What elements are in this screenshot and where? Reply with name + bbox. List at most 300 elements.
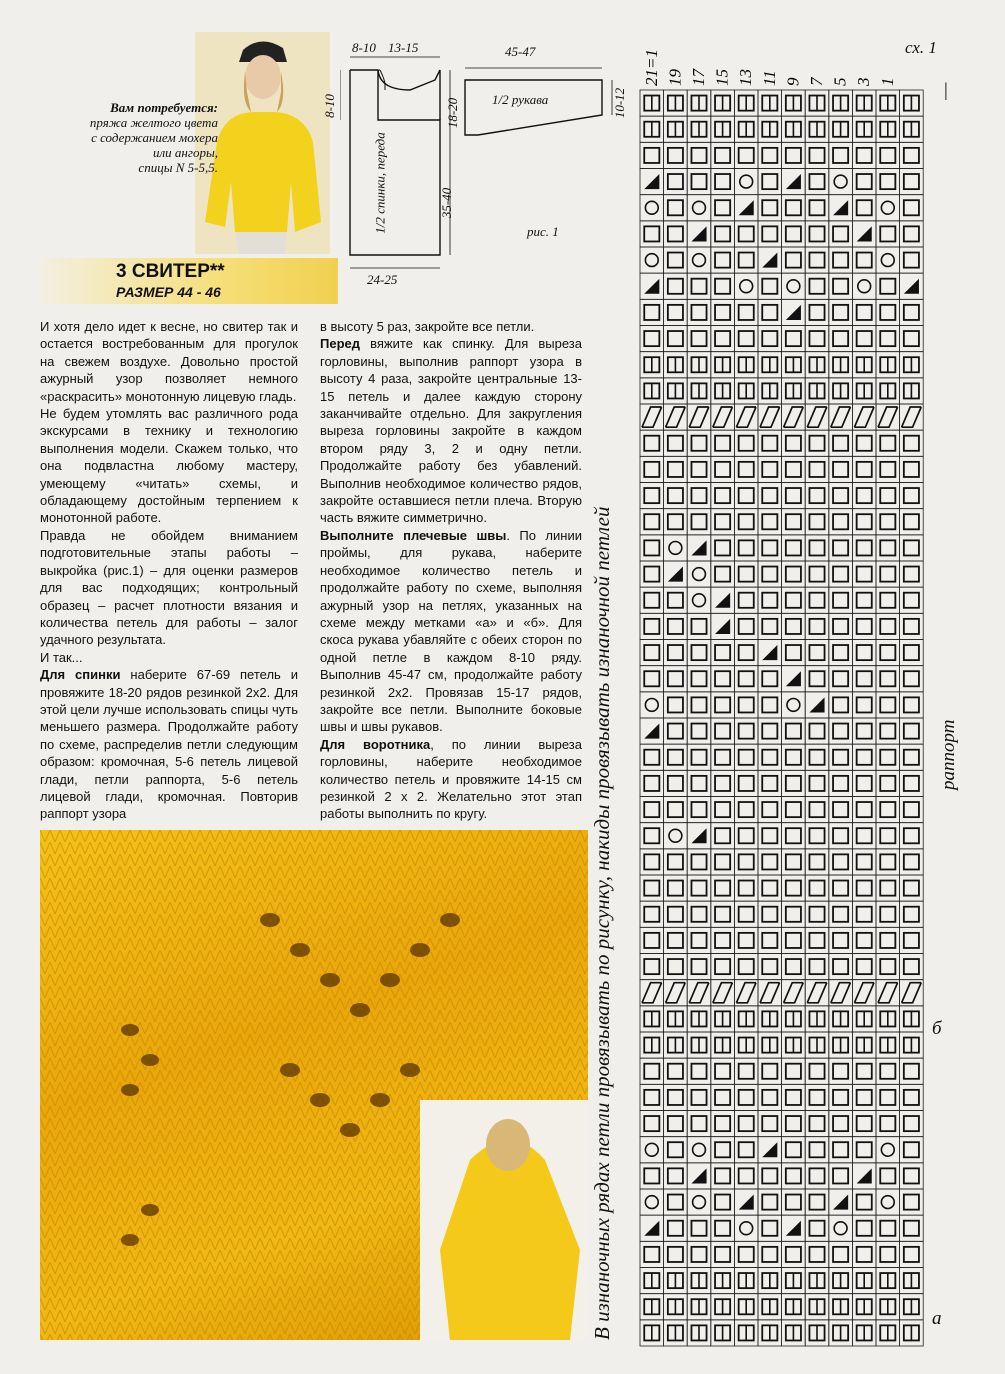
chart-cell <box>640 404 664 430</box>
decrease-symbol <box>857 1168 872 1183</box>
knit-stitch-symbol <box>739 750 754 765</box>
knit-stitch-symbol <box>833 305 848 320</box>
knit-stitch-symbol <box>739 724 754 739</box>
knit-stitch-symbol <box>904 776 919 791</box>
knit-stitch-symbol <box>762 1168 777 1183</box>
knit-stitch-symbol <box>857 514 872 529</box>
knit-stitch-symbol <box>644 1064 659 1079</box>
text-column-1 <box>40 318 298 823</box>
knit-stitch-symbol <box>715 462 730 477</box>
knit-stitch-symbol <box>715 697 730 712</box>
knit-stitch-symbol <box>691 854 706 869</box>
yarn-over-symbol <box>669 829 682 842</box>
knit-stitch-symbol <box>880 854 895 869</box>
yarn-over-symbol <box>645 1143 658 1156</box>
dim-body-width: 24-25 <box>367 272 398 287</box>
knit-stitch-symbol <box>809 933 824 948</box>
materials-block <box>40 100 218 175</box>
knit-stitch-symbol <box>857 174 872 189</box>
knit-stitch-symbol <box>739 514 754 529</box>
knit-stitch-symbol <box>715 1064 730 1079</box>
knit-stitch-symbol <box>880 697 895 712</box>
cable-cross-symbol <box>760 983 780 1003</box>
knit-stitch-symbol <box>857 671 872 686</box>
knit-stitch-symbol <box>880 1221 895 1236</box>
decrease-symbol <box>786 1221 801 1236</box>
knit-stitch-symbol <box>668 305 683 320</box>
knit-stitch-symbol <box>880 802 895 817</box>
knit-stitch-symbol <box>691 305 706 320</box>
knit-stitch-symbol <box>786 540 801 555</box>
knit-stitch-symbol <box>857 436 872 451</box>
chart-cell <box>734 1215 758 1241</box>
knit-stitch-symbol <box>809 645 824 660</box>
knit-stitch-symbol <box>644 619 659 634</box>
column-number: 9 <box>783 77 803 86</box>
knit-stitch-symbol <box>857 1090 872 1105</box>
knit-stitch-symbol <box>762 462 777 477</box>
chart-cell <box>711 613 735 639</box>
marker-b: б <box>932 1018 942 1039</box>
knit-stitch-symbol <box>833 279 848 294</box>
knit-stitch-symbol <box>833 933 848 948</box>
knit-stitch-symbol <box>904 436 919 451</box>
knit-stitch-symbol <box>786 959 801 974</box>
cable-cross-symbol <box>831 983 851 1003</box>
chart-cell <box>687 1189 711 1215</box>
knit-stitch-symbol <box>668 593 683 608</box>
knit-stitch-symbol <box>904 174 919 189</box>
knit-stitch-symbol <box>833 1064 848 1079</box>
chart-cell <box>758 980 782 1006</box>
knit-stitch-symbol <box>786 148 801 163</box>
knit-stitch-symbol <box>762 567 777 582</box>
knit-stitch-symbol <box>691 959 706 974</box>
paragraph: И хотя дело идет к весне, но свитер так и остается востребованным для прогулок на свежем воздухе. Довольно простой ажурный узор позволяет немного «раскрасить» монотонную лицевую гладь. <box>40 319 298 404</box>
knit-stitch-symbol <box>691 1221 706 1236</box>
knit-stitch-symbol <box>644 226 659 241</box>
yarn-over-symbol <box>693 254 706 267</box>
knit-stitch-symbol <box>904 619 919 634</box>
knit-stitch-symbol <box>857 1116 872 1131</box>
chart-cell <box>734 169 758 195</box>
knit-stitch-symbol <box>644 645 659 660</box>
decrease-symbol <box>644 724 659 739</box>
knit-stitch-symbol <box>809 619 824 634</box>
knit-stitch-symbol <box>644 776 659 791</box>
paragraph-body: наберите 67-69 петель и провяжите 18-20 рядов резинкой 2х2. Для этой цели лучше использовать спицы чуть меньшего размера. Продолжайте работу по схеме, распределив петли следующим образом: кромочная, 5-6 петель лицевой глади, петли раппорта, 5-6 петель лицевой глади, кромочная. Повторив раппорт узора <box>40 667 298 822</box>
yarn-over-symbol <box>787 698 800 711</box>
knit-stitch-symbol <box>786 933 801 948</box>
cable-cross-symbol <box>854 407 874 427</box>
knit-stitch-symbol <box>786 253 801 268</box>
knit-stitch-symbol <box>762 593 777 608</box>
knit-stitch-symbol <box>880 881 895 896</box>
knit-stitch-symbol <box>786 593 801 608</box>
cable-cross-symbol <box>666 983 686 1003</box>
knit-stitch-symbol <box>904 1247 919 1262</box>
knit-stitch-symbol <box>691 645 706 660</box>
knit-stitch-symbol <box>715 645 730 660</box>
yarn-over-symbol <box>693 1196 706 1209</box>
knit-stitch-symbol <box>668 226 683 241</box>
decrease-symbol <box>833 1195 848 1210</box>
knit-stitch-symbol <box>715 1090 730 1105</box>
knit-stitch-symbol <box>668 802 683 817</box>
chart-cell <box>687 823 711 849</box>
chart-cell <box>687 404 711 430</box>
cable-cross-symbol <box>713 983 733 1003</box>
knit-stitch-symbol <box>762 1090 777 1105</box>
decrease-symbol <box>644 174 659 189</box>
knit-stitch-symbol <box>668 1090 683 1105</box>
knit-stitch-symbol <box>880 907 895 922</box>
knit-stitch-symbol <box>762 776 777 791</box>
decrease-symbol <box>739 200 754 215</box>
chart-cell <box>640 980 664 1006</box>
chart-cell <box>640 1189 664 1215</box>
knit-stitch-symbol <box>857 697 872 712</box>
paragraph-lead: Перед <box>320 336 360 352</box>
paragraph-body: . По линии проймы, для рукава, наберите необходимое количество петель и продолжайте работу по схеме, выполняя ажурный узор на петлях, указанных на схеме между метками «а» и «б». Для скоса рукава убавляйте с обеих сторон по одной петле в каждом 8-10 ряду. Выполнив 45-47 см, продолжайте работу резинкой 2х2. Провязав 15-17 рядов, закройте все петли. Выполните боковые швы и швы рукавов. <box>320 527 582 735</box>
knit-stitch-symbol <box>739 881 754 896</box>
chart-cell <box>640 1215 664 1241</box>
knit-stitch-symbol <box>904 1090 919 1105</box>
knit-stitch-symbol <box>786 881 801 896</box>
knit-stitch-symbol <box>715 881 730 896</box>
knit-stitch-symbol <box>762 671 777 686</box>
cable-cross-symbol <box>642 983 662 1003</box>
knit-stitch-symbol <box>857 305 872 320</box>
chart-cell <box>805 404 829 430</box>
knit-stitch-symbol <box>880 148 895 163</box>
knit-stitch-symbol <box>809 881 824 896</box>
knit-stitch-symbol <box>857 540 872 555</box>
knit-stitch-symbol <box>786 331 801 346</box>
knit-stitch-symbol <box>644 488 659 503</box>
paragraph: Не будем утомлять вас различного рода экскурсами в технику и технологию выполнения модели. Скажем только, что она подвластна любому мастеру, умеющему «читать» схемы, и обладающему достойным терпением к монотонной работе. <box>40 406 298 526</box>
knit-stitch-symbol <box>668 1142 683 1157</box>
yarn-over-symbol <box>740 280 753 293</box>
decrease-symbol <box>786 305 801 320</box>
dim-body-height: 35-40 <box>439 187 455 219</box>
knit-stitch-symbol <box>809 148 824 163</box>
knit-stitch-symbol <box>668 514 683 529</box>
knit-stitch-symbol <box>668 488 683 503</box>
knit-stitch-symbol <box>809 802 824 817</box>
knit-stitch-symbol <box>739 148 754 163</box>
cable-cross-symbol <box>878 407 898 427</box>
knit-stitch-symbol <box>833 619 848 634</box>
knit-stitch-symbol <box>880 750 895 765</box>
yarn-over-symbol <box>881 1143 894 1156</box>
knit-stitch-symbol <box>809 253 824 268</box>
paragraph-lead: Для воротника <box>320 736 431 752</box>
knit-stitch-symbol <box>786 1142 801 1157</box>
paragraph-body: , по линии выреза горловины, наберите необходимое количество петель и провяжите 14-15 см резинкой 2 х 2. Желательно этот этап работы выполнить по кругу. <box>320 736 582 822</box>
yarn-over-symbol <box>645 201 658 214</box>
knit-stitch-symbol <box>904 1195 919 1210</box>
knit-stitch-symbol <box>715 724 730 739</box>
knit-stitch-symbol <box>762 619 777 634</box>
stitch-chart <box>636 28 936 1348</box>
knit-stitch-symbol <box>904 148 919 163</box>
decrease-symbol <box>644 1221 659 1236</box>
knit-stitch-symbol <box>880 514 895 529</box>
knit-stitch-symbol <box>809 331 824 346</box>
knit-stitch-symbol <box>857 959 872 974</box>
knit-stitch-symbol <box>904 226 919 241</box>
chart-cell <box>900 980 924 1006</box>
paragraph: Правда не обойдем вниманием подготовительные этапы работы – выкройка (рис.1) – для оценки размеров для вас подходящих; контрольный образец – расчет плотности вязания и количества петель для работы – залог удачного результата. <box>40 527 298 648</box>
knit-stitch-symbol <box>880 1064 895 1079</box>
column-number: 21=1 <box>641 49 661 86</box>
knit-stitch-symbol <box>786 514 801 529</box>
chart-cell <box>758 1137 782 1163</box>
knit-stitch-symbol <box>904 1168 919 1183</box>
knit-stitch-symbol <box>739 1168 754 1183</box>
cable-cross-symbol <box>713 407 733 427</box>
knit-stitch-symbol <box>668 697 683 712</box>
knit-stitch-symbol <box>904 671 919 686</box>
knit-stitch-symbol <box>880 724 895 739</box>
knit-stitch-symbol <box>739 1090 754 1105</box>
column-number: 7 <box>807 77 826 86</box>
knit-stitch-symbol <box>715 567 730 582</box>
knit-stitch-symbol <box>880 671 895 686</box>
knit-stitch-symbol <box>762 907 777 922</box>
chart-cell <box>758 404 782 430</box>
knit-stitch-symbol <box>762 724 777 739</box>
knit-stitch-symbol <box>786 828 801 843</box>
knit-stitch-symbol <box>809 279 824 294</box>
knit-stitch-symbol <box>715 933 730 948</box>
knit-stitch-symbol <box>739 828 754 843</box>
chart-cell <box>687 587 711 613</box>
knit-stitch-symbol <box>739 1142 754 1157</box>
knit-stitch-symbol <box>644 331 659 346</box>
knit-stitch-symbol <box>880 174 895 189</box>
knit-stitch-symbol <box>786 1064 801 1079</box>
knit-stitch-symbol <box>668 1168 683 1183</box>
chart-cell <box>711 587 735 613</box>
knit-stitch-symbol <box>691 619 706 634</box>
knit-stitch-symbol <box>762 1221 777 1236</box>
yarn-over-symbol <box>693 201 706 214</box>
knit-stitch-symbol <box>833 462 848 477</box>
knit-stitch-symbol <box>739 697 754 712</box>
knit-stitch-symbol <box>644 148 659 163</box>
rapport-label: раппорт <box>938 719 959 790</box>
chart-cell <box>782 273 806 299</box>
knit-stitch-symbol <box>857 750 872 765</box>
chart-cell <box>687 980 711 1006</box>
chart-cell <box>664 404 688 430</box>
knit-stitch-symbol <box>809 1116 824 1131</box>
knit-stitch-symbol <box>809 1221 824 1236</box>
yarn-over-symbol <box>693 568 706 581</box>
chart-cell <box>640 692 664 718</box>
knit-stitch-symbol <box>762 1116 777 1131</box>
knit-stitch-symbol <box>833 253 848 268</box>
chart-cell <box>734 273 758 299</box>
knit-stitch-symbol <box>762 279 777 294</box>
knit-stitch-symbol <box>762 881 777 896</box>
chart-cell <box>782 980 806 1006</box>
knit-stitch-symbol <box>809 1168 824 1183</box>
chart-cell <box>876 404 900 430</box>
knit-stitch-symbol <box>880 540 895 555</box>
fig-label: рис. 1 <box>527 224 559 239</box>
knit-stitch-symbol <box>762 514 777 529</box>
knit-stitch-symbol <box>691 907 706 922</box>
knit-stitch-symbol <box>762 148 777 163</box>
knit-stitch-symbol <box>715 1247 730 1262</box>
knit-stitch-symbol <box>904 200 919 215</box>
knit-stitch-symbol <box>833 697 848 712</box>
knit-stitch-symbol <box>715 305 730 320</box>
chart-cell <box>640 195 664 221</box>
knit-stitch-symbol <box>691 1116 706 1131</box>
yarn-over-symbol <box>740 175 753 188</box>
knit-stitch-symbol <box>880 462 895 477</box>
dim-sleeve-length: 45-47 <box>505 44 536 59</box>
knit-stitch-symbol <box>715 488 730 503</box>
knit-stitch-symbol <box>715 1116 730 1131</box>
knit-stitch-symbol <box>691 881 706 896</box>
knit-stitch-symbol <box>668 933 683 948</box>
knit-stitch-symbol <box>762 174 777 189</box>
knit-stitch-symbol <box>739 933 754 948</box>
text-column-2 <box>320 318 582 823</box>
knit-stitch-symbol <box>857 619 872 634</box>
knit-stitch-symbol <box>691 724 706 739</box>
cable-cross-symbol <box>689 983 709 1003</box>
knit-stitch-symbol <box>833 1247 848 1262</box>
knit-stitch-symbol <box>644 750 659 765</box>
chart-cell <box>687 195 711 221</box>
decrease-symbol <box>715 593 730 608</box>
chart-cell <box>829 1189 853 1215</box>
chart-cell <box>852 980 876 1006</box>
knit-stitch-symbol <box>809 226 824 241</box>
knit-stitch-symbol <box>809 1064 824 1079</box>
knit-stitch-symbol <box>857 802 872 817</box>
cable-cross-symbol <box>689 407 709 427</box>
knit-stitch-symbol <box>691 697 706 712</box>
materials-line: с содержанием мохера <box>91 130 218 145</box>
chart-cell <box>876 980 900 1006</box>
knit-stitch-symbol <box>691 776 706 791</box>
cable-cross-symbol <box>878 983 898 1003</box>
knit-stitch-symbol <box>739 854 754 869</box>
knit-stitch-symbol <box>762 200 777 215</box>
materials-line: спицы N 5-5,5. <box>138 160 218 175</box>
knit-stitch-symbol <box>857 881 872 896</box>
decrease-symbol <box>762 1142 777 1157</box>
knit-stitch-symbol <box>715 331 730 346</box>
knit-stitch-symbol <box>786 200 801 215</box>
dim-neck-depth: 8-10 <box>321 94 337 118</box>
knit-stitch-symbol <box>715 540 730 555</box>
knit-stitch-symbol <box>715 907 730 922</box>
chart-cell <box>782 404 806 430</box>
knit-stitch-symbol <box>880 279 895 294</box>
knit-stitch-symbol <box>833 148 848 163</box>
knit-stitch-symbol <box>833 776 848 791</box>
yarn-over-symbol <box>858 280 871 293</box>
knit-stitch-symbol <box>880 1247 895 1262</box>
knit-stitch-symbol <box>833 331 848 346</box>
chart-cell <box>876 195 900 221</box>
knit-stitch-symbol <box>644 828 659 843</box>
knit-stitch-symbol <box>904 593 919 608</box>
knit-stitch-symbol <box>880 1090 895 1105</box>
knit-stitch-symbol <box>668 1221 683 1236</box>
chart-cell <box>876 1137 900 1163</box>
chart-cell <box>829 1215 853 1241</box>
knit-stitch-symbol <box>644 933 659 948</box>
knit-stitch-symbol <box>786 802 801 817</box>
knit-stitch-symbol <box>691 462 706 477</box>
knit-stitch-symbol <box>691 279 706 294</box>
knit-stitch-symbol <box>691 488 706 503</box>
cable-cross-symbol <box>807 983 827 1003</box>
yarn-over-symbol <box>693 594 706 607</box>
knit-stitch-symbol <box>809 567 824 582</box>
body-outline <box>350 70 440 255</box>
chart-cell <box>852 273 876 299</box>
decrease-symbol <box>691 226 706 241</box>
knit-stitch-symbol <box>739 593 754 608</box>
knit-stitch-symbol <box>880 828 895 843</box>
knit-stitch-symbol <box>857 1221 872 1236</box>
knit-stitch-symbol <box>786 1195 801 1210</box>
chart-cell <box>734 980 758 1006</box>
cable-cross-symbol <box>807 407 827 427</box>
knit-stitch-symbol <box>833 1142 848 1157</box>
knit-stitch-symbol <box>715 1195 730 1210</box>
knit-stitch-symbol <box>668 1247 683 1262</box>
knit-stitch-symbol <box>833 514 848 529</box>
column-number: 11 <box>759 70 779 86</box>
chart-cell <box>687 1137 711 1163</box>
chart-cell <box>687 561 711 587</box>
knit-stitch-symbol <box>880 436 895 451</box>
column-number: 1 <box>877 77 897 86</box>
materials-line: пряжа желтого цвета <box>89 115 218 130</box>
decrease-symbol <box>762 645 777 660</box>
knit-stitch-symbol <box>809 200 824 215</box>
knit-stitch-symbol <box>762 1195 777 1210</box>
knit-stitch-symbol <box>809 514 824 529</box>
knit-stitch-symbol <box>715 226 730 241</box>
knit-stitch-symbol <box>786 462 801 477</box>
knit-stitch-symbol <box>691 802 706 817</box>
knit-stitch-symbol <box>809 1247 824 1262</box>
paragraph: И так... <box>40 649 83 665</box>
knit-stitch-symbol <box>691 1247 706 1262</box>
cable-cross-symbol <box>642 407 662 427</box>
knit-stitch-symbol <box>833 645 848 660</box>
knit-stitch-symbol <box>833 1168 848 1183</box>
knit-stitch-symbol <box>833 567 848 582</box>
knit-stitch-symbol <box>857 1142 872 1157</box>
knit-stitch-symbol <box>904 933 919 948</box>
chart-cell <box>876 247 900 273</box>
column-number: 19 <box>665 69 685 86</box>
body-label: 1/2 спинки, переда <box>372 132 388 234</box>
